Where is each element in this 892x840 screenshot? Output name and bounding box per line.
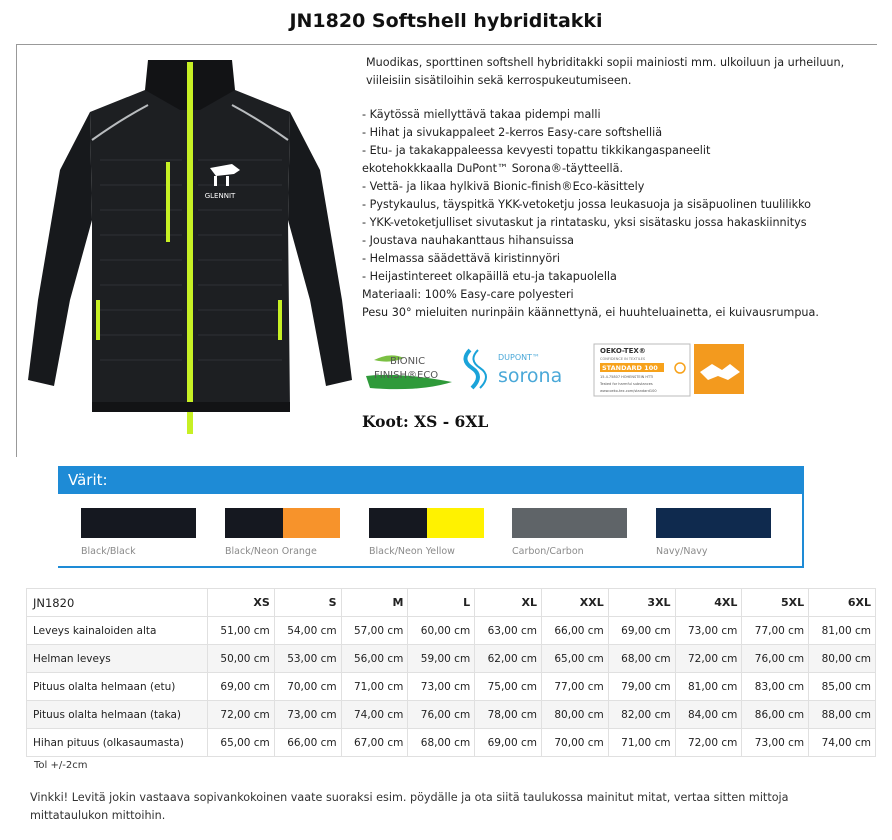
color-label: Carbon/Carbon bbox=[512, 546, 584, 557]
measurement-value: 54,00 cm bbox=[274, 617, 341, 645]
feature-item: - Pystykaulus, täyspitkä YKK-vetoketju jossa leukasuoja ja sisäpuolinen tuulilikko bbox=[362, 196, 877, 214]
feature-item: - Helmassa säädettävä kiristinnyöri bbox=[362, 250, 877, 268]
measurement-value: 75,00 cm bbox=[475, 673, 542, 701]
feature-item: - Heijastintereet olkapäillä etu-ja takapuolella bbox=[362, 268, 877, 286]
swatch-primary bbox=[512, 508, 570, 538]
table-header-cell: M bbox=[341, 589, 408, 617]
measurement-value: 50,00 cm bbox=[208, 645, 275, 673]
product-description bbox=[362, 54, 877, 322]
jacket-image bbox=[20, 50, 360, 445]
measurement-value: 86,00 cm bbox=[742, 701, 809, 729]
swatch-secondary bbox=[714, 508, 772, 538]
feature-item: - Etu- ja takakappaleessa kevyesti topattu tikkikangaspaneelit ekotehokkkaalla DuPont™ Sorona®-täytteellä. bbox=[362, 142, 722, 178]
bionic-line2: FINISH®ECO bbox=[374, 370, 439, 381]
jacket-illustration bbox=[20, 50, 360, 445]
measurement-value: 63,00 cm bbox=[475, 617, 542, 645]
sorona-text: sorona bbox=[498, 365, 563, 387]
swatch-secondary bbox=[427, 508, 485, 538]
measurement-value: 72,00 cm bbox=[675, 729, 742, 757]
tolerance-note: Tol +/-2cm bbox=[34, 760, 88, 771]
measurement-value: 77,00 cm bbox=[742, 617, 809, 645]
material-text: Materiaali: 100% Easy-care polyesteri bbox=[362, 288, 574, 301]
measurement-value: 85,00 cm bbox=[809, 673, 876, 701]
color-swatch-black-black[interactable] bbox=[81, 508, 196, 538]
measurement-value: 51,00 cm bbox=[208, 617, 275, 645]
oeko-standard: STANDARD 100 bbox=[602, 364, 658, 372]
measurement-value: 60,00 cm bbox=[408, 617, 475, 645]
measurement-value: 73,00 cm bbox=[675, 617, 742, 645]
colors-heading: Värit: bbox=[58, 466, 804, 494]
measurement-label: Leveys kainaloiden alta bbox=[27, 617, 208, 645]
measurement-value: 66,00 cm bbox=[274, 729, 341, 757]
swatch-primary bbox=[656, 508, 714, 538]
swatch-primary bbox=[81, 508, 139, 538]
oeko-sub: CONFIDENCE IN TEXTILES bbox=[600, 357, 646, 361]
measurement-value: 83,00 cm bbox=[742, 673, 809, 701]
measurement-value: 62,00 cm bbox=[475, 645, 542, 673]
measurement-value: 80,00 cm bbox=[809, 645, 876, 673]
oeko-tex-logo bbox=[594, 344, 690, 396]
measurement-value: 69,00 cm bbox=[208, 673, 275, 701]
feature-item: - Käytössä miellyttävä takaa pidempi malli bbox=[362, 106, 877, 124]
description-intro: Muodikas, sporttinen softshell hybriditakki sopii mainiosti mm. ulkoiluun ja urheiluun, viileisiin sisätiloihin sekä kerrospukeutumiseen. bbox=[366, 56, 845, 87]
measurement-label: Hihan pituus (olkasaumasta) bbox=[27, 729, 208, 757]
color-label: Black/Neon Yellow bbox=[369, 546, 455, 557]
feature-item: - YKK-vetoketjulliset sivutaskut ja rintatasku, yksi sisätasku jossa hakaskiinnitys bbox=[362, 214, 877, 232]
measurement-label: Pituus olalta helmaan (etu) bbox=[27, 673, 208, 701]
measurement-value: 78,00 cm bbox=[475, 701, 542, 729]
table-header-cell: XL bbox=[475, 589, 542, 617]
table-header-cell: 6XL bbox=[809, 589, 876, 617]
measurement-value: 69,00 cm bbox=[475, 729, 542, 757]
logos-svg bbox=[360, 342, 760, 400]
measurement-value: 73,00 cm bbox=[408, 673, 475, 701]
table-header-cell: L bbox=[408, 589, 475, 617]
color-swatch-navy-navy[interactable] bbox=[656, 508, 771, 538]
care-text: Pesu 30° mieluiten nurinpäin käännettynä, ei huuhteluainetta, ei kuivausrumpua. bbox=[362, 306, 819, 319]
measurement-value: 56,00 cm bbox=[341, 645, 408, 673]
swatch-primary bbox=[225, 508, 283, 538]
measurement-value: 70,00 cm bbox=[541, 729, 608, 757]
table-header-cell: 4XL bbox=[675, 589, 742, 617]
measurement-value: 76,00 cm bbox=[408, 701, 475, 729]
table-header-cell: 3XL bbox=[608, 589, 675, 617]
measurement-value: 84,00 cm bbox=[675, 701, 742, 729]
color-label: Black/Neon Orange bbox=[225, 546, 317, 557]
swatch-secondary bbox=[283, 508, 341, 538]
table-row bbox=[27, 673, 876, 701]
measurement-value: 76,00 cm bbox=[742, 645, 809, 673]
color-swatch-carbon-carbon[interactable] bbox=[512, 508, 627, 538]
measurement-value: 88,00 cm bbox=[809, 701, 876, 729]
measurement-value: 73,00 cm bbox=[274, 701, 341, 729]
measurement-value: 80,00 cm bbox=[541, 701, 608, 729]
swatch-secondary bbox=[139, 508, 197, 538]
feature-list bbox=[362, 106, 877, 286]
feature-item: - Hihat ja sivukappaleet 2-kerros Easy-care softshelliä bbox=[362, 124, 877, 142]
measurement-value: 65,00 cm bbox=[541, 645, 608, 673]
bionic-finish-logo bbox=[366, 355, 452, 389]
table-row bbox=[27, 701, 876, 729]
measurement-label: Pituus olalta helmaan (taka) bbox=[27, 701, 208, 729]
measurement-value: 73,00 cm bbox=[742, 729, 809, 757]
measurement-value: 65,00 cm bbox=[208, 729, 275, 757]
table-row bbox=[27, 645, 876, 673]
measurement-value: 71,00 cm bbox=[608, 729, 675, 757]
measurement-value: 79,00 cm bbox=[608, 673, 675, 701]
measurement-value: 69,00 cm bbox=[608, 617, 675, 645]
color-label: Black/Black bbox=[81, 546, 136, 557]
swatch-secondary bbox=[570, 508, 628, 538]
measurement-tip: Vinkki! Levitä jokin vastaava sopivankokoinen vaate suoraksi esim. pöydälle ja ota siitä taulukossa mainitut mitat, vertaa sitten mittoja mittataulukon mittoihin. bbox=[30, 791, 789, 822]
measurement-value: 74,00 cm bbox=[809, 729, 876, 757]
size-table bbox=[26, 588, 876, 757]
table-row bbox=[27, 617, 876, 645]
table-header-cell: XS bbox=[208, 589, 275, 617]
feature-item: - Joustava nauhakanttaus hihansuissa bbox=[362, 232, 877, 250]
measurement-value: 72,00 cm bbox=[208, 701, 275, 729]
color-swatch-black-neon-orange[interactable] bbox=[225, 508, 340, 538]
measurement-value: 67,00 cm bbox=[341, 729, 408, 757]
certification-logos bbox=[360, 342, 760, 400]
table-header-row bbox=[27, 589, 876, 617]
measurement-value: 82,00 cm bbox=[608, 701, 675, 729]
sorona-logo bbox=[465, 350, 562, 388]
measurement-value: 72,00 cm bbox=[675, 645, 742, 673]
table-header-cell: 5XL bbox=[742, 589, 809, 617]
dupont-text: DUPONT™ bbox=[498, 353, 541, 362]
color-swatch-black-neon-yellow[interactable] bbox=[369, 508, 484, 538]
table-row bbox=[27, 729, 876, 757]
measurement-value: 59,00 cm bbox=[408, 645, 475, 673]
measurement-value: 57,00 cm bbox=[341, 617, 408, 645]
sizes-range: Koot: XS - 6XL bbox=[362, 412, 489, 431]
oeko-tested: Tested for harmful substances bbox=[600, 382, 653, 386]
measurement-value: 68,00 cm bbox=[408, 729, 475, 757]
measurement-value: 81,00 cm bbox=[809, 617, 876, 645]
measurement-value: 68,00 cm bbox=[608, 645, 675, 673]
measurement-value: 81,00 cm bbox=[675, 673, 742, 701]
table-header-cell: JN1820 bbox=[27, 589, 208, 617]
measurement-value: 77,00 cm bbox=[541, 673, 608, 701]
oeko-title: OEKO-TEX® bbox=[600, 347, 646, 355]
brand-logo-text: GLENNIT bbox=[204, 192, 236, 200]
feature-item: - Vettä- ja likaa hylkivä Bionic-finish®Eco-käsittely bbox=[362, 178, 877, 196]
measurement-value: 70,00 cm bbox=[274, 673, 341, 701]
page-title: JN1820 Softshell hybriditakki bbox=[289, 10, 603, 32]
bionic-line1: BIONIC bbox=[390, 356, 426, 367]
measurement-value: 74,00 cm bbox=[341, 701, 408, 729]
oeko-code: 15.4.75807 HOHENSTEIN HTTI bbox=[600, 375, 654, 379]
color-label: Navy/Navy bbox=[656, 546, 708, 557]
measurement-value: 71,00 cm bbox=[341, 673, 408, 701]
table-header-cell: XXL bbox=[541, 589, 608, 617]
measurement-value: 66,00 cm bbox=[541, 617, 608, 645]
measurement-label: Helman leveys bbox=[27, 645, 208, 673]
handshake-icon bbox=[694, 344, 744, 394]
table-header-cell: S bbox=[274, 589, 341, 617]
oeko-url: www.oeko-tex.com/standard100 bbox=[600, 389, 657, 393]
measurement-value: 53,00 cm bbox=[274, 645, 341, 673]
swatch-primary bbox=[369, 508, 427, 538]
